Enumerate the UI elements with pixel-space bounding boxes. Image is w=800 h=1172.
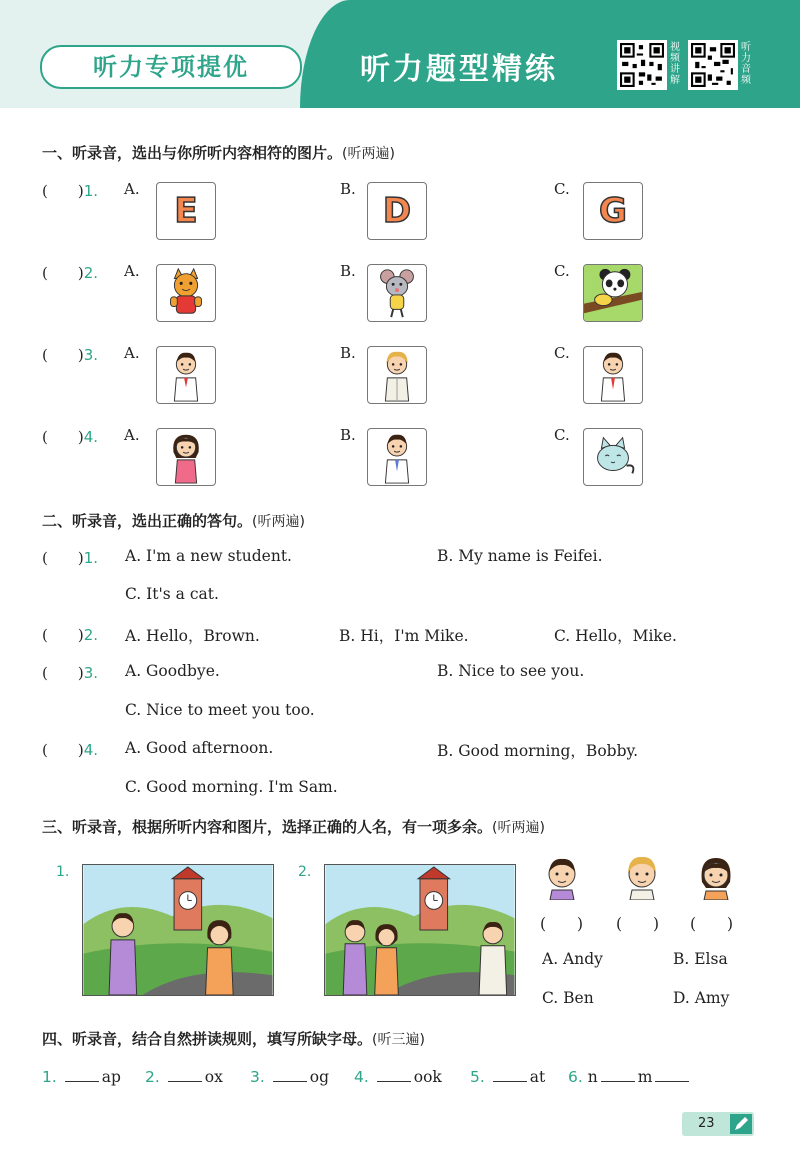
blond-boy-icon xyxy=(367,346,427,404)
header-tag: 听力专项提优 xyxy=(40,45,302,89)
answer-option: A. Goodbye. xyxy=(125,662,220,680)
name-option: A. Andy xyxy=(542,950,603,968)
answer-option: B. Hi，I'm Mike. xyxy=(339,627,469,645)
answer-option: B. Nice to see you. xyxy=(437,662,585,680)
spelling-item[interactable]: 5. at xyxy=(470,1068,546,1086)
page-title: 听力题型精练 xyxy=(360,52,558,87)
option-label: A. xyxy=(124,262,140,280)
answer-option: B. My name is Feifei. xyxy=(437,547,603,565)
pencil-icon xyxy=(730,1114,752,1134)
option-label: B. xyxy=(340,426,356,444)
name-option: B. Elsa xyxy=(673,950,728,968)
section-title: 二、听录音，选出正确的答句。(听两遍) xyxy=(42,512,305,530)
option-label: C. xyxy=(554,180,570,198)
qr-label: 听力音频 xyxy=(741,42,751,86)
answer-option: A. Hello，Brown. xyxy=(125,627,260,645)
option-label: A. xyxy=(124,426,140,444)
scene-picture xyxy=(324,864,516,996)
section-title: 三、听录音，根据所听内容和图片，选择正确的人名，有一项多余。(听两遍) xyxy=(42,818,545,836)
answer-option: C. Nice to meet you too. xyxy=(125,701,315,719)
spelling-item[interactable]: 1. ap xyxy=(42,1068,121,1086)
page-number-tab xyxy=(682,1112,754,1136)
answer-blank[interactable]: ( )3. xyxy=(42,346,99,364)
boy-icon xyxy=(583,346,643,404)
option-label: B. xyxy=(340,180,356,198)
answer-option: C. Hello，Mike. xyxy=(554,627,677,645)
name-option: D. Amy xyxy=(673,989,730,1007)
option-label: B. xyxy=(340,262,356,280)
letter-card: G xyxy=(583,182,643,240)
section-title: 四、听录音，结合自然拼读规则，填写所缺字母。(听三遍) xyxy=(42,1030,425,1048)
mouse-icon xyxy=(367,264,427,322)
answer-option: A. I'm a new student. xyxy=(125,547,292,565)
answer-blank[interactable]: ( )2. xyxy=(42,264,99,282)
page-number: 23 xyxy=(698,1116,715,1131)
answer-blank[interactable]: ( )4. xyxy=(42,428,99,446)
boy-face-icon xyxy=(540,852,584,900)
answer-blank[interactable]: ( ) xyxy=(690,915,734,933)
cat-icon xyxy=(583,428,643,486)
option-label: C. xyxy=(554,426,570,444)
girl-icon xyxy=(156,428,216,486)
option-label: A. xyxy=(124,180,140,198)
answer-blank[interactable]: ( )1. xyxy=(42,182,99,200)
option-label: C. xyxy=(554,262,570,280)
spelling-item[interactable]: 2. ox xyxy=(145,1068,223,1086)
option-label: B. xyxy=(340,344,356,362)
answer-option: A. Good afternoon. xyxy=(125,739,274,757)
answer-blank[interactable]: ( )2. xyxy=(42,626,99,644)
spelling-item[interactable]: 4. ook xyxy=(354,1068,442,1086)
panda-icon xyxy=(583,264,643,322)
section-title: 一、听录音，选出与你所听内容相符的图片。(听两遍) xyxy=(42,144,395,162)
answer-blank[interactable]: ( )4. xyxy=(42,741,99,759)
answer-blank[interactable]: ( ) xyxy=(540,915,584,933)
qr-label: 视频讲解 xyxy=(670,42,680,86)
girl-face-icon xyxy=(694,852,738,900)
answer-option: C. It's a cat. xyxy=(125,585,219,603)
letter-card: D xyxy=(367,182,427,240)
option-label: C. xyxy=(554,344,570,362)
answer-blank[interactable]: ( )3. xyxy=(42,664,99,682)
qr-code-icon[interactable] xyxy=(688,40,738,90)
option-label: A. xyxy=(124,344,140,362)
answer-blank[interactable]: ( ) xyxy=(616,915,660,933)
spelling-item[interactable]: 6. n m xyxy=(568,1067,692,1086)
boy-icon xyxy=(156,346,216,404)
scene-number: 1. xyxy=(56,864,70,880)
cat-icon xyxy=(156,264,216,322)
qr-code-icon[interactable] xyxy=(617,40,667,90)
name-option: C. Ben xyxy=(542,989,594,1007)
boy-icon xyxy=(367,428,427,486)
answer-blank[interactable]: ( )1. xyxy=(42,549,99,567)
spelling-item[interactable]: 3. og xyxy=(250,1068,329,1086)
scene-picture xyxy=(82,864,274,996)
blond-boy-face-icon xyxy=(620,852,664,900)
answer-option: C. Good morning. I'm Sam. xyxy=(125,778,338,796)
answer-option: B. Good morning，Bobby. xyxy=(437,742,639,760)
letter-card: E xyxy=(156,182,216,240)
scene-number: 2. xyxy=(298,864,312,880)
